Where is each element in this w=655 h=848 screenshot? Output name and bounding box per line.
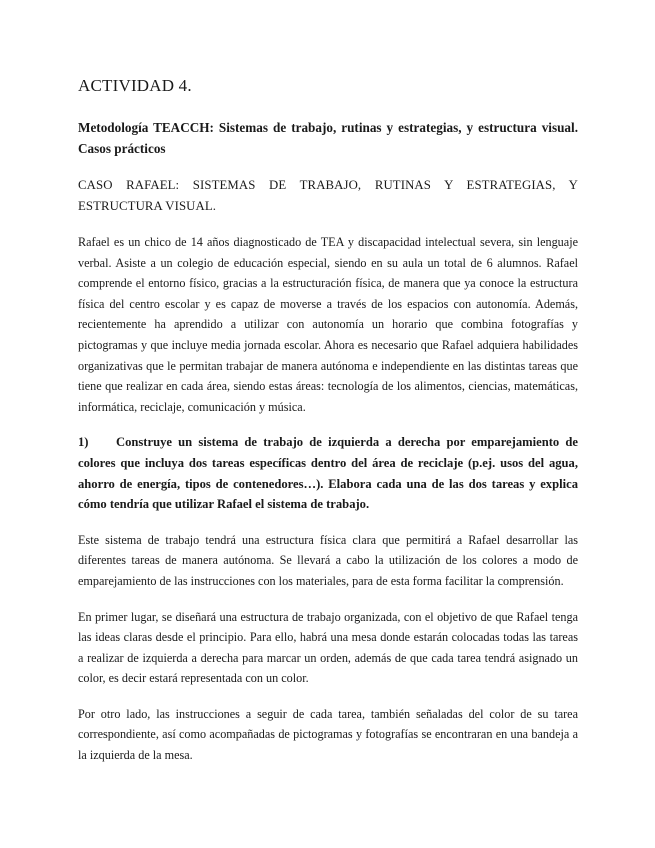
question-text: Construye un sistema de trabajo de izquierda a derecha por emparejamiento de colores que incluya dos tareas específicas dentro del área de reciclaje (p.ej. usos del agua, ahorro de energía, tipos de contenedores…). Elabora cada una de las dos tareas y explica cómo tendría que utilizar Rafael el sistema de trabajo. xyxy=(78,435,578,512)
methodology-heading: Metodología TEACCH: Sistemas de trabajo, rutinas y estrategias, y estructura visual. Casos prácticos xyxy=(78,120,578,156)
document-page xyxy=(78,76,578,781)
answer-paragraph-1: Este sistema de trabajo tendrá una estructura física clara que permitirá a Rafael desarrollar las diferentes tareas de manera autónoma. Se llevará a cabo la utilización de los colores a modo de emparejamiento de las instrucciones con los materiales, para de esta forma facilitar la comprensión. xyxy=(78,532,578,588)
case-heading: CASO RAFAEL: SISTEMAS DE TRABAJO, RUTINAS Y ESTRATEGIAS, Y ESTRUCTURA VISUAL. xyxy=(78,178,578,213)
answer-paragraph-3: Por otro lado, las instrucciones a seguir de cada tarea, también señaladas del color de su tarea correspondiente, así como acompañadas de pictogramas y fotografías se encontraran en una bandeja a la izquierda de la mesa. xyxy=(78,706,578,763)
activity-title: ACTIVIDAD 4. xyxy=(78,76,192,95)
answer-paragraph-2: En primer lugar, se diseñará una estructura de trabajo organizada, con el objetivo de que Rafael tenga las ideas claras desde el principio. Para ello, habrá una mesa donde estarán colocadas todas las tareas a realizar de izquierda a derecha para marcar un orden, además de que cada tarea tendrá asignado un color, es decir estará representada con un color. xyxy=(78,609,578,686)
case-description: Rafael es un chico de 14 años diagnosticado de TEA y discapacidad intelectual severa, sin lenguaje verbal. Asiste a un colegio de educación especial, siendo en su aula un total de 6 alumnos. Rafael comprende el entorno físico, gracias a la estructuración física, de manera que ya conoce la estructura física del centro escolar y es capaz de moverse a través de los espacios con autonomía. Además, recientemente ha aprendido a utilizar con autonomía un horario que combina fotografías y pictogramas y que incluye media jornada escolar. Ahora es necesario que Rafael adquiera habilidades organizativas que le permitan trabajar de manera autónoma e independiente en las distintas tareas que tiene que realizar en cada área, siendo estas áreas: tecnología de los alimentos, ciencias, matemáticas, informática, reciclaje, comunicación y música. xyxy=(78,235,578,414)
question-1 xyxy=(78,432,578,514)
question-number: 1) xyxy=(78,435,89,450)
